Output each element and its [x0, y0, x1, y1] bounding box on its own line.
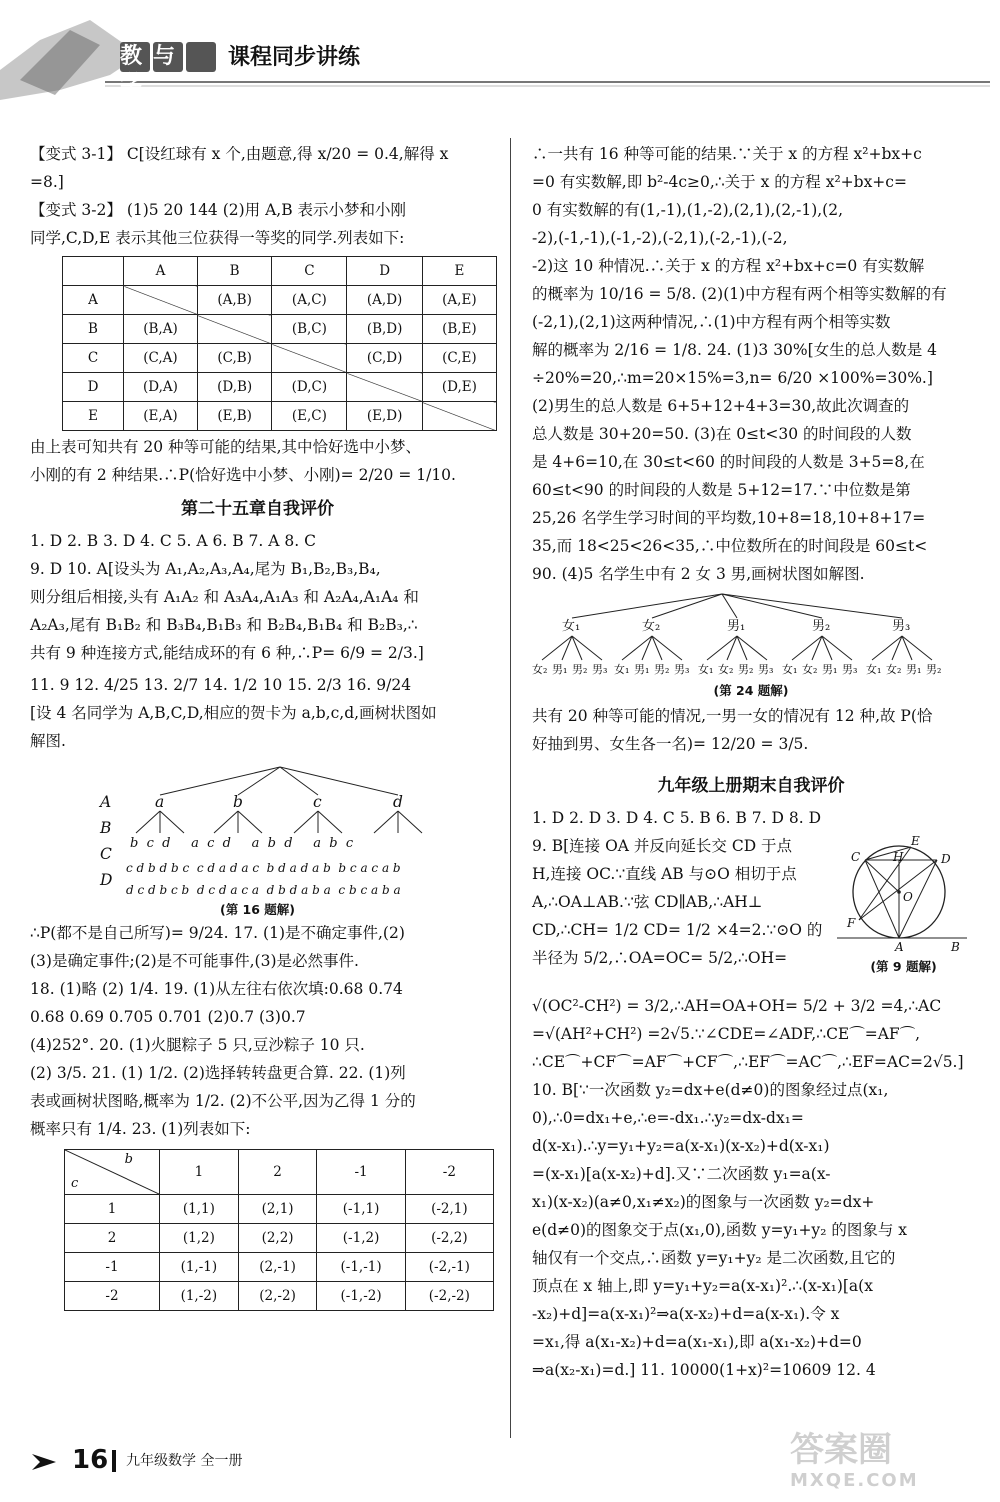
table-corner-cell: [65, 1150, 160, 1195]
fig9-label: A: [895, 940, 904, 954]
tree24-leaf: 女₂: [886, 663, 902, 676]
tree-level-label: D: [100, 871, 113, 889]
tree24-leaf: 女₂: [718, 663, 734, 676]
book-title: 九年级数学 全一册: [126, 1453, 243, 1469]
tree24-node: 男₂: [812, 619, 831, 634]
corner-diagonal: [65, 1150, 159, 1194]
after-tree-line: (3)是确定事件;(2)是不可能事件,(3)是必然事件.: [30, 952, 359, 970]
table-cell: [124, 286, 198, 315]
table-cell: -2: [65, 1282, 160, 1311]
table-header-cell: 2: [238, 1150, 317, 1195]
q10-line: 轴仅有一个交点,∴函数 y=y₁+y₂ 是二次函数,且它的: [532, 1249, 896, 1267]
tree-row-b: b c d a c d a b d a b c: [130, 836, 354, 851]
table-cell: (D,A): [124, 373, 198, 402]
table-cell: (1,-2): [160, 1282, 239, 1311]
table-cell: (B,A): [124, 315, 198, 344]
tree24-leaf: 男₃: [674, 663, 690, 676]
table-cell: (A,E): [422, 286, 496, 315]
final-answer-line: 9. B[连接 OA 并反向延长交 CD 于点: [532, 837, 793, 855]
header-banner: [0, 0, 1000, 100]
watermark-url: MXQE.COM: [790, 1470, 919, 1491]
table-cell: (1,2): [160, 1224, 239, 1253]
table-header-cell: -2: [405, 1150, 493, 1195]
left-column: [30, 140, 485, 1311]
q10-line: 顶点在 x 轴上,即 y=y₁+y₂=a(x-x₁)².∴(x-x₁)[a(x: [532, 1277, 873, 1295]
tree24-leaf: 男₂: [738, 663, 754, 676]
table-cell: (-1,-2): [317, 1282, 405, 1311]
tree24-leaf: 男₂: [926, 663, 942, 676]
tree-caption-q24: (第 24 题解): [713, 683, 789, 698]
q9-text: [532, 832, 832, 972]
para-line: -2)这 10 种情况.∴关于 x 的方程 x²+bx+c=0 有实数解: [532, 257, 925, 275]
header-subtitle: 课程同步讲练: [228, 45, 361, 70]
table-cell: (2,1): [238, 1195, 317, 1224]
table-header-cell: B: [197, 257, 271, 286]
tree-node-d: d: [393, 793, 403, 811]
fig9-label: H: [893, 850, 904, 864]
table-cell: (A,D): [347, 286, 422, 315]
tree-node-c: c: [313, 793, 322, 811]
table-cell: A: [63, 286, 124, 315]
table-header-cell: E: [422, 257, 496, 286]
footer: [30, 1440, 430, 1480]
table-row: [63, 315, 497, 344]
table-row: [63, 286, 497, 315]
corner-b: b: [124, 1152, 133, 1167]
figure-q9: [837, 832, 970, 977]
tree-level-label: C: [100, 845, 112, 863]
table-header-cell: 1: [160, 1150, 239, 1195]
tree24-leaf: 男₃: [592, 663, 608, 676]
table-cell: (C,A): [124, 344, 198, 373]
table-header-row: [65, 1150, 494, 1195]
para-line: 解的概率为 2/16 = 1/8. 24. (1)3 30%[女生的总人数是 4: [532, 341, 937, 359]
page-number: 16: [72, 1445, 109, 1475]
after-tree-line: (2) 3/5. 21. (1) 1/2. (2)选择转转盘更合算. 22. (1)列: [30, 1064, 406, 1082]
table-cell: 1: [65, 1195, 160, 1224]
table-row: [63, 344, 497, 373]
answer-line: 9. D 10. A[设头为 A₁,A₂,A₃,A₄,尾为 B₁,B₂,B₃,B₄,: [30, 560, 381, 578]
brand-text: 教与学: [120, 44, 187, 97]
tree24-leaf: 男₁: [552, 663, 568, 676]
bianshi-3-1-line2: =8.]: [30, 173, 64, 191]
after-table-line1: 由上表可知共有 20 种等可能的结果,其中恰好选中小梦、: [30, 438, 422, 456]
tree24-leaf: 女₂: [802, 663, 818, 676]
q10-line: 0),∴0=dx₁+e,∴e=-dx₁.∴y₂=dx-dx₁=: [532, 1109, 804, 1127]
para-line: 0 有实数解的有(1,-1),(1,-2),(2,1),(2,-1),(2,: [532, 201, 844, 219]
table-cell: (-2,1): [405, 1195, 493, 1224]
tree-row-c: c d b d b c c d a d a c b d a d a b b c a c a b: [126, 861, 401, 875]
para-line: 25,26 名学生学习时间的平均数,10+8=18,10+8+17=: [532, 509, 926, 527]
para-line: 的概率为 10/16 = 5/8. (2)(1)中方程有两个相等实数解的有: [532, 285, 947, 303]
table-cell: (B,C): [272, 315, 347, 344]
table-cell: -1: [65, 1253, 160, 1282]
after-tree-line: 概率只有 1/4. 23. (1)列表如下:: [30, 1120, 251, 1138]
tree24-leaf: 男₃: [842, 663, 858, 676]
q9-tail-line: ∴CE⌒+CF⌒=AF⌒+CF⌒,∴EF⌒=AC⌒,∴EF=AC=2√5.]: [532, 1053, 964, 1071]
tree-diagram-q16: [30, 759, 485, 919]
table-cell: (-1,1): [317, 1195, 405, 1224]
table-cell: (-2,-2): [405, 1282, 493, 1311]
final-answer-line: CD,∴CH= 1/2 CD= 1/2 ×4=2.∵⊙O 的: [532, 921, 823, 939]
table-cell: B: [63, 315, 124, 344]
tree24-node: 男₁: [727, 619, 746, 634]
table-header-cell: D: [347, 257, 422, 286]
q10-line: -x₂)+d]=a(x-x₁)²⇒a(x-x₂)+d=a(x-x₁).令 x: [532, 1305, 840, 1323]
tree-caption-q16: (第 16 题解): [219, 902, 296, 917]
table-cell: [422, 402, 496, 431]
table-bc-pairs: [64, 1149, 494, 1311]
after-tree-line: 表或画树状图略,概率为 1/2. (2)不公平,因为乙得 1 分的: [30, 1092, 416, 1110]
q10-line: x₁)(x-x₂)(a≠0,x₁≠x₂)的图象与一次函数 y₂=dx+: [532, 1193, 875, 1211]
para-line: =0 有实数解,即 b²-4c≥0,∴关于 x 的方程 x²+bx+c=: [532, 173, 907, 191]
para-line: 60≤t<90 的时间段的人数是 5+12=17.∵中位数是第: [532, 481, 911, 499]
tree24-leaf: 女₁: [698, 663, 714, 676]
table-cell: (B,E): [422, 315, 496, 344]
tree24-leaves: [532, 662, 970, 678]
table-cell: (C,D): [347, 344, 422, 373]
table-cell: (B,D): [347, 315, 422, 344]
table-header-cell: A: [124, 257, 198, 286]
after-table-line2: 小刚的有 2 种结果.∴P(恰好选中小梦、小刚)= 2/20 = 1/10.: [30, 466, 456, 484]
table-cell: (A,B): [197, 286, 271, 315]
arrow-icon: [30, 1450, 60, 1474]
table-row: [63, 402, 497, 431]
answer-line: 1. D 2. B 3. D 4. C 5. A 6. B 7. A 8. C: [30, 532, 316, 550]
table-cell: (E,D): [347, 402, 422, 431]
para-line: ∴一共有 16 种等可能的结果.∵关于 x 的方程 x²+bx+c: [532, 145, 922, 163]
para-line: 90. (4)5 名学生中有 2 女 3 男,画树状图如解图.: [532, 565, 865, 583]
tree-level-label: B: [100, 819, 112, 837]
footer-bar: [112, 1450, 116, 1472]
table-cell: (-1,-1): [317, 1253, 405, 1282]
tree24-leaf: 男₂: [654, 663, 670, 676]
tree24-node: 男₃: [892, 619, 911, 634]
table-cell: D: [63, 373, 124, 402]
tree-level-label: A: [100, 793, 112, 811]
tree-node-b: b: [233, 793, 243, 811]
para-line: 是 4+6=10,在 30≤t<60 的时间段的人数是 3+5=8,在: [532, 453, 925, 471]
watermark: [790, 1430, 990, 1496]
para-line: (2)男生的总人数是 6+5+12+4+3=30,故此次调查的: [532, 397, 910, 415]
q9-tail-line: =√(AH²+CH²) =2√5.∵∠CDE=∠ADF,∴CE⌒=AF⌒,: [532, 1025, 921, 1043]
fig9-label: F: [847, 916, 856, 930]
table-cell: [272, 344, 347, 373]
table-header-cell: [63, 257, 124, 286]
after-tree-line: (4)252°. 20. (1)火腿粽子 5 只,豆沙粽子 10 只.: [30, 1036, 365, 1054]
q10-line: =(x-x₁)[a(x-x₂)+d].又∵二次函数 y₁=a(x-: [532, 1165, 831, 1183]
table-cell: (1,1): [160, 1195, 239, 1224]
table-header-cell: C: [272, 257, 347, 286]
answer-line: A₂A₃,尾有 B₁B₂ 和 B₃B₄,B₁B₃ 和 B₂B₄,B₁B₄ 和 B₂B₃,∴: [30, 616, 418, 634]
fig9-label: D: [941, 852, 951, 866]
fig9-label: C: [851, 850, 861, 864]
table-row: [65, 1253, 494, 1282]
tree24-node: 女₁: [562, 619, 581, 634]
table-cell: (E,B): [197, 402, 271, 431]
tree24-leaf: 女₁: [782, 663, 798, 676]
table-cell: (E,A): [124, 402, 198, 431]
corner-c: c: [71, 1176, 79, 1191]
tree24-leaf: 男₁: [634, 663, 650, 676]
para-line: (-2,1),(2,1)这两种情况,∴(1)中方程有两个相等实数: [532, 313, 891, 331]
tree24-node: 女₂: [642, 619, 661, 634]
para-line: ÷20%=20,∴m=20×15%=3,n= 6/20 ×100%=30%.]: [532, 369, 933, 387]
tree24-leaf: 男₁: [822, 663, 838, 676]
table-cell: (A,C): [272, 286, 347, 315]
tree-row-d: d c d b c b d c d a c a d b d a b a c b c a b a: [126, 883, 401, 897]
para-line: 35,而 18<25<26<35,∴中位数所在的时间段是 60≤t<: [532, 537, 928, 555]
q10-line: ⇒a(x₂-x₁)=d.] 11. 10000(1+x)²=10609 12. 4: [532, 1361, 876, 1379]
q10-line: d(x-x₁).∴y=y₁+y₂=a(x-x₁)(x-x₂)+d(x-x₁): [532, 1137, 830, 1155]
table-cell: (D,B): [197, 373, 271, 402]
table-row: [63, 373, 497, 402]
table-award-pairs: [62, 256, 497, 431]
tree-lines-q16: [30, 759, 485, 899]
table-cell: [197, 315, 271, 344]
table-cell: (D,E): [422, 373, 496, 402]
fig9-caption: (第 9 题解): [870, 959, 937, 974]
watermark-text: 答案圈: [790, 1430, 892, 1470]
table-cell: C: [63, 344, 124, 373]
table-cell: [347, 373, 422, 402]
tree-node-a: a: [155, 793, 165, 811]
table-cell: (-1,2): [317, 1224, 405, 1253]
bianshi-3-2-line1: 【变式 3-2】 (1)5 20 144 (2)用 A,B 表示小梦和小刚: [30, 201, 407, 219]
column-divider: [510, 138, 511, 1438]
after-tree-line: 18. (1)略 (2) 1/4. 19. (1)从左往右依次填:0.68 0.74: [30, 980, 403, 998]
section-title-ch25: 第二十五章自我评价: [181, 499, 334, 519]
table-cell: E: [63, 402, 124, 431]
tree24-leaf: 女₁: [866, 663, 882, 676]
bianshi-3-2-line2: 同学,C,D,E 表示其他三位获得一等奖的同学.列表如下:: [30, 229, 405, 247]
q10-line: 10. B[∵一次函数 y₂=dx+e(d≠0)的图象经过点(x₁,: [532, 1081, 889, 1099]
fig9-label: E: [911, 834, 920, 848]
fig9-label: B: [951, 940, 960, 954]
table-cell: (2,2): [238, 1224, 317, 1253]
table-cell: (-2,2): [405, 1224, 493, 1253]
q10-line: =x₁,得 a(x₁-x₂)+d=a(x₁-x₁),即 a(x₁-x₂)+d=0: [532, 1333, 862, 1351]
after-tree24-line: 共有 20 种等可能的情况,一男一女的情况有 12 种,故 P(恰: [532, 707, 933, 725]
brand-title: [120, 43, 216, 99]
right-column: [532, 140, 970, 1384]
table-header-cell: -1: [317, 1150, 405, 1195]
final-answer-line: 1. D 2. D 3. D 4. C 5. B 6. B 7. D 8. D: [532, 809, 821, 827]
table-cell: (D,C): [272, 373, 347, 402]
tree24-leaf: 男₁: [906, 663, 922, 676]
final-answer-line: A,∴OA⊥AB.∵弦 CD∥AB,∴AH⊥: [532, 893, 763, 911]
final-answer-line: H,连接 OC.∵直线 AB 与⊙O 相切于点: [532, 865, 797, 883]
table-cell: 2: [65, 1224, 160, 1253]
table-cell: (1,-1): [160, 1253, 239, 1282]
q10-line: e(d≠0)的图象交于点(x₁,0),函数 y=y₁+y₂ 的图象与 x: [532, 1221, 907, 1239]
answer-line: 解图.: [30, 732, 66, 750]
final-answer-line: 半径为 5/2,∴OA=OC= 5/2,∴OH=: [532, 949, 788, 967]
table-cell: (E,C): [272, 402, 347, 431]
table-header-row: [63, 257, 497, 286]
answer-line: 11. 9 12. 4/25 13. 2/7 14. 1/2 10 15. 2/3 16. 9/24: [30, 676, 412, 694]
tree-diagram-q24: [532, 590, 970, 702]
tree24-leaf: 男₃: [758, 663, 774, 676]
fig9-label: O: [903, 890, 913, 904]
table-row: [65, 1195, 494, 1224]
para-line: 总人数是 30+20=50. (3)在 0≤t<30 的时间段的人数: [532, 425, 912, 443]
table-cell: (2,-2): [238, 1282, 317, 1311]
after-tree-line: ∴P(都不是自己所写)= 9/24. 17. (1)是不确定事件,(2): [30, 924, 405, 942]
bianshi-3-1-line1: 【变式 3-1】 C[设红球有 x 个,由题意,得 x/20 = 0.4,解得 x: [30, 145, 449, 163]
para-line: -2),(-1,-1),(-1,-2),(-2,1),(-2,-1),(-2,: [532, 229, 788, 247]
tree24-leaf: 女₁: [614, 663, 630, 676]
table-row: [65, 1282, 494, 1311]
after-tree24-line: 好抽到男、女生各一名)= 12/20 = 3/5.: [532, 735, 809, 753]
answer-line: 则分组后相接,头有 A₁A₂ 和 A₃A₄,A₁A₃ 和 A₂A₄,A₁A₄ 和: [30, 588, 419, 606]
table-cell: (C,E): [422, 344, 496, 373]
section-title-final: 九年级上册期末自我评价: [657, 776, 845, 796]
tree-level-labels: [100, 789, 120, 893]
answer-line: 共有 9 种连接方式,能结成环的有 6 种,∴P= 6/9 = 2/3.]: [30, 644, 424, 662]
table-cell: (-2,-1): [405, 1253, 493, 1282]
table-cell: (2,-1): [238, 1253, 317, 1282]
q9-block: [532, 832, 970, 972]
table-cell: (C,B): [197, 344, 271, 373]
answer-line: [设 4 名同学为 A,B,C,D,相应的贺卡为 a,b,c,d,画树状图如: [30, 704, 437, 722]
after-tree-line: 0.68 0.69 0.705 0.701 (2)0.7 (3)0.7: [30, 1008, 306, 1026]
tree24-leaf: 男₂: [572, 663, 588, 676]
q9-tail-line: √(OC²-CH²) = 3/2,∴AH=OA+OH= 5/2 + 3/2 =4,∴AC: [532, 997, 942, 1015]
tree24-leaf: 女₂: [532, 663, 548, 676]
table-row: [65, 1224, 494, 1253]
